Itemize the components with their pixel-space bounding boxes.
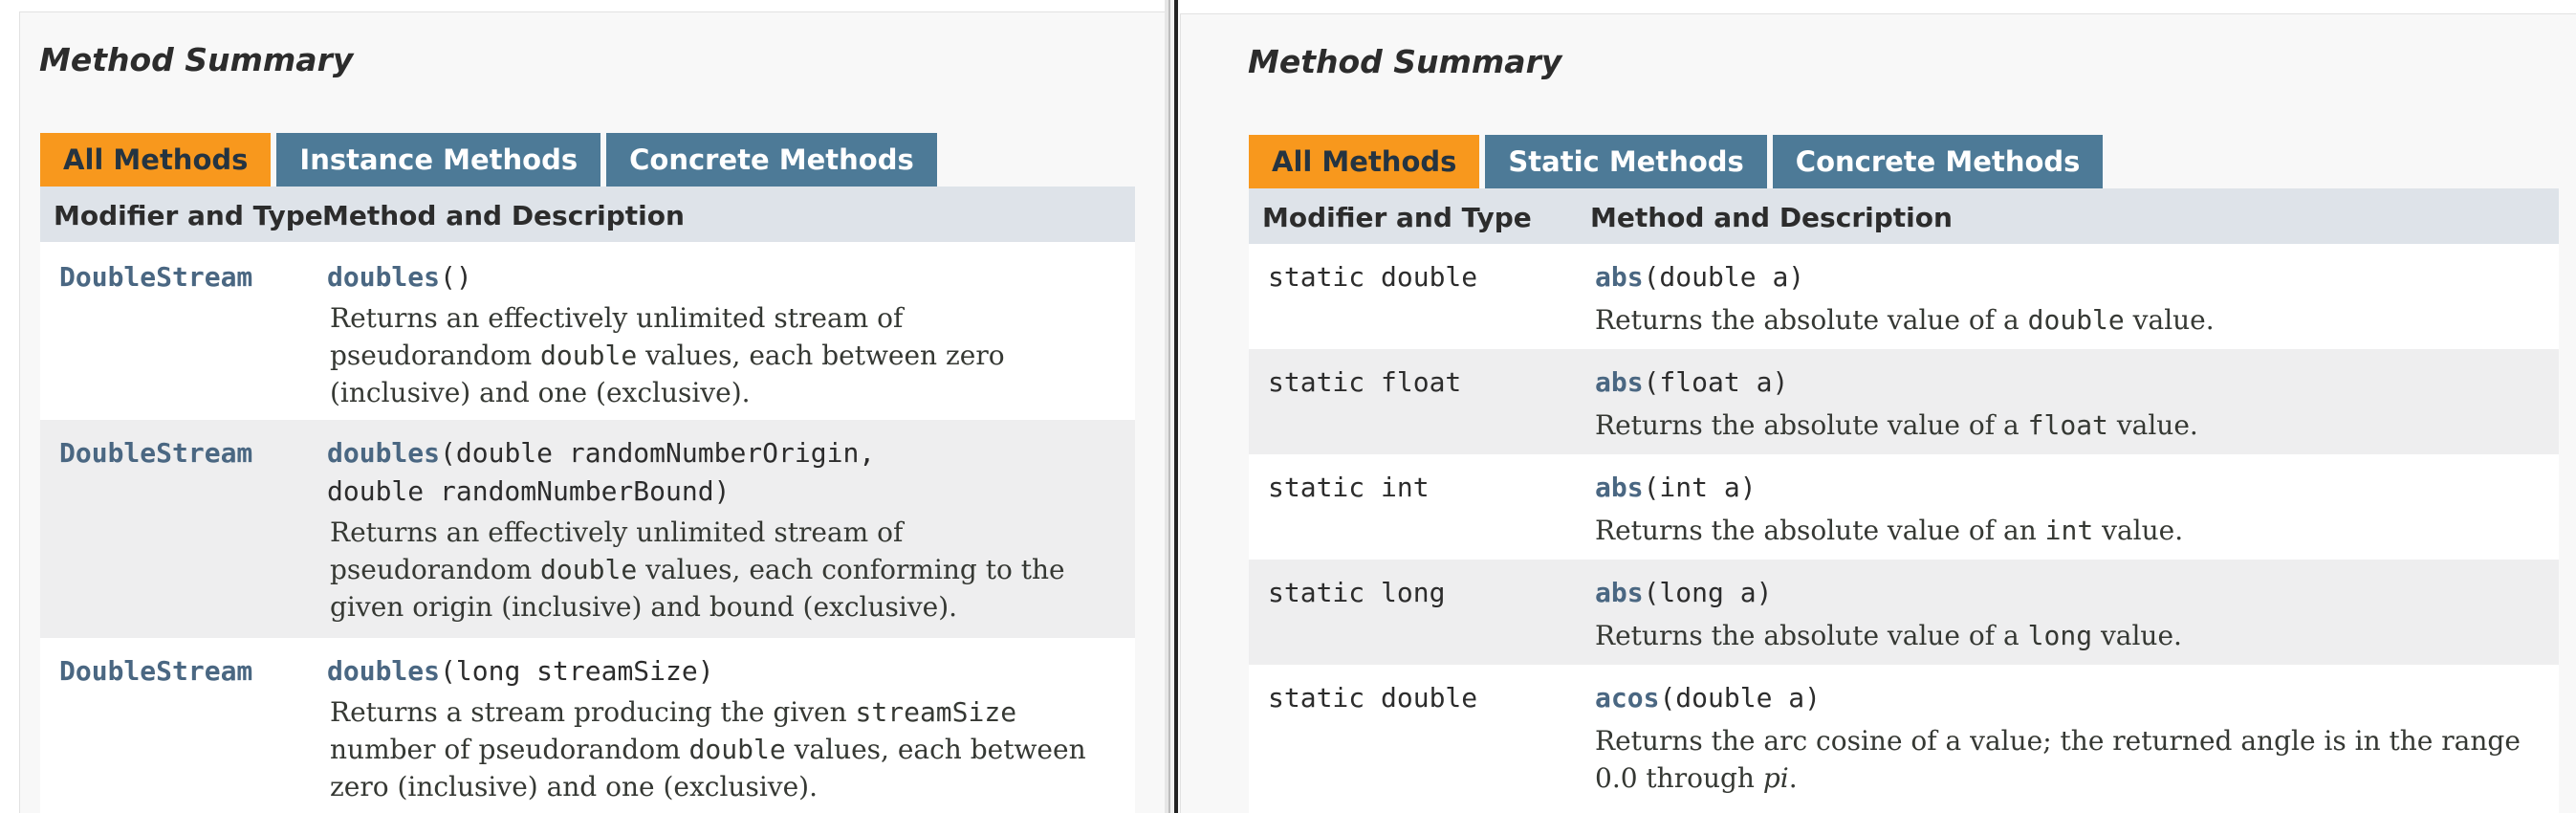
left-section [19, 11, 1165, 813]
desc-text: . [1788, 762, 1798, 794]
left-section-title: Method Summary [39, 41, 354, 78]
desc-line [330, 693, 1124, 731]
return-type-link[interactable]: DoubleStream [59, 655, 253, 687]
method-name-link[interactable]: doubles [327, 261, 441, 293]
method-params: (double a) [1659, 682, 1822, 714]
method-params-continued: double randomNumberBound) [327, 475, 731, 507]
desc-line [1595, 759, 2542, 797]
method-name-link[interactable]: acos [1595, 682, 1660, 714]
right-method-table [1249, 188, 2559, 813]
split-divider[interactable] [1165, 0, 1180, 813]
method-params: (int a) [1643, 472, 1757, 503]
header-method-description: Method and Description [1590, 202, 1953, 233]
desc-text: value. [2092, 620, 2182, 651]
method-name-link[interactable]: abs [1595, 472, 1644, 503]
desc-line [330, 337, 1124, 374]
method-description [330, 693, 1124, 805]
desc-code: int [2044, 515, 2094, 546]
desc-text: Returns the absolute value of a [1595, 409, 2028, 441]
desc-text: value. [2093, 515, 2184, 546]
desc-text: value. [2124, 304, 2215, 336]
return-type: static double [1268, 682, 1478, 714]
desc-text: pseudorandom [330, 554, 541, 585]
table-row [1249, 560, 2559, 665]
method-signature [1595, 261, 1804, 293]
table-header [1249, 188, 2559, 244]
right-doc-pane [1180, 0, 2576, 813]
method-description [330, 299, 1124, 411]
table-row [1249, 349, 2559, 454]
return-type: static double [1268, 261, 1478, 293]
table-row [40, 420, 1135, 638]
header-modifier-type: Modifier and Type [1262, 202, 1532, 233]
return-type-link[interactable]: DoubleStream [59, 437, 253, 469]
method-signature [327, 655, 714, 687]
tab-instance-methods[interactable]: Instance Methods [276, 133, 600, 187]
desc-code: double [688, 734, 786, 765]
table-header [40, 187, 1135, 242]
desc-text: Returns the absolute value of an [1595, 515, 2045, 546]
desc-line [330, 731, 1124, 768]
desc-text: number of pseudorandom [330, 734, 689, 765]
method-signature [1595, 472, 1757, 503]
return-type: static float [1268, 366, 1462, 398]
right-method-tabs [1249, 135, 2103, 188]
method-description [330, 514, 1124, 626]
desc-line: Returns an effectively unlimited stream of [330, 302, 904, 334]
return-type-link[interactable]: DoubleStream [59, 261, 253, 293]
desc-line: Returns an effectively unlimited stream of [330, 516, 904, 548]
method-signature [1595, 682, 1821, 714]
desc-text: Returns the absolute value of a [1595, 304, 2028, 336]
method-name-link[interactable]: abs [1595, 577, 1644, 608]
left-method-table [40, 187, 1135, 813]
desc-code: double [540, 554, 638, 585]
desc-text: values, each between zero [637, 340, 1005, 371]
tab-concrete-methods[interactable]: Concrete Methods [1773, 135, 2104, 188]
return-type: static int [1268, 472, 1430, 503]
table-row [40, 638, 1135, 813]
desc-text: values, each conforming to the [637, 554, 1065, 585]
desc-code: long [2027, 620, 2093, 651]
desc-italic: pi [1762, 762, 1789, 794]
tab-all-methods[interactable]: All Methods [1249, 135, 1479, 188]
desc-text: Returns a stream producing the given [330, 696, 856, 728]
method-params: (double randomNumberOrigin, [440, 437, 876, 469]
left-method-tabs [40, 133, 937, 187]
method-description [1595, 617, 2542, 654]
table-row [1249, 454, 2559, 560]
tab-all-methods[interactable]: All Methods [40, 133, 271, 187]
method-params: (double a) [1643, 261, 1805, 293]
method-description [1595, 301, 2542, 339]
method-description [1595, 406, 2542, 444]
table-row [1249, 244, 2559, 349]
desc-text: pseudorandom [330, 340, 541, 371]
desc-text: Returns the absolute value of a [1595, 620, 2028, 651]
method-params: (long a) [1643, 577, 1773, 608]
desc-code: double [2027, 304, 2125, 336]
table-row [40, 242, 1135, 420]
desc-code: streamSize [855, 696, 1017, 728]
desc-code: double [540, 340, 638, 371]
desc-line [330, 551, 1124, 588]
method-signature [1595, 577, 1772, 608]
desc-text: 0.0 through [1595, 762, 1763, 794]
table-row [1249, 665, 2559, 813]
right-section [1180, 13, 2576, 813]
header-method-description: Method and Description [322, 200, 685, 231]
method-signature [327, 437, 875, 469]
tab-static-methods[interactable]: Static Methods [1485, 135, 1766, 188]
header-modifier-type: Modifier and Type [54, 200, 323, 231]
method-params: () [440, 261, 472, 293]
desc-line: Returns the arc cosine of a value; the returned angle is in the range [1595, 725, 2521, 757]
desc-code: float [2027, 409, 2108, 441]
desc-line: zero (inclusive) and one (exclusive). [330, 771, 818, 802]
tab-concrete-methods[interactable]: Concrete Methods [606, 133, 937, 187]
desc-line: (inclusive) and one (exclusive). [330, 377, 751, 408]
method-description [1595, 722, 2542, 797]
method-description [1595, 512, 2542, 549]
return-type: static long [1268, 577, 1446, 608]
desc-line: given origin (inclusive) and bound (exclusive). [330, 591, 958, 623]
method-name-link[interactable]: abs [1595, 366, 1644, 398]
method-params: (float a) [1643, 366, 1789, 398]
method-signature [327, 261, 472, 293]
right-section-title: Method Summary [1248, 43, 1562, 80]
left-doc-pane [0, 0, 1165, 813]
desc-text: value. [2107, 409, 2198, 441]
method-name-link[interactable]: abs [1595, 261, 1644, 293]
method-signature [1595, 366, 1788, 398]
method-params: (long streamSize) [440, 655, 714, 687]
method-name-link[interactable]: doubles [327, 437, 441, 469]
method-name-link[interactable]: doubles [327, 655, 441, 687]
desc-text: values, each between [785, 734, 1086, 765]
